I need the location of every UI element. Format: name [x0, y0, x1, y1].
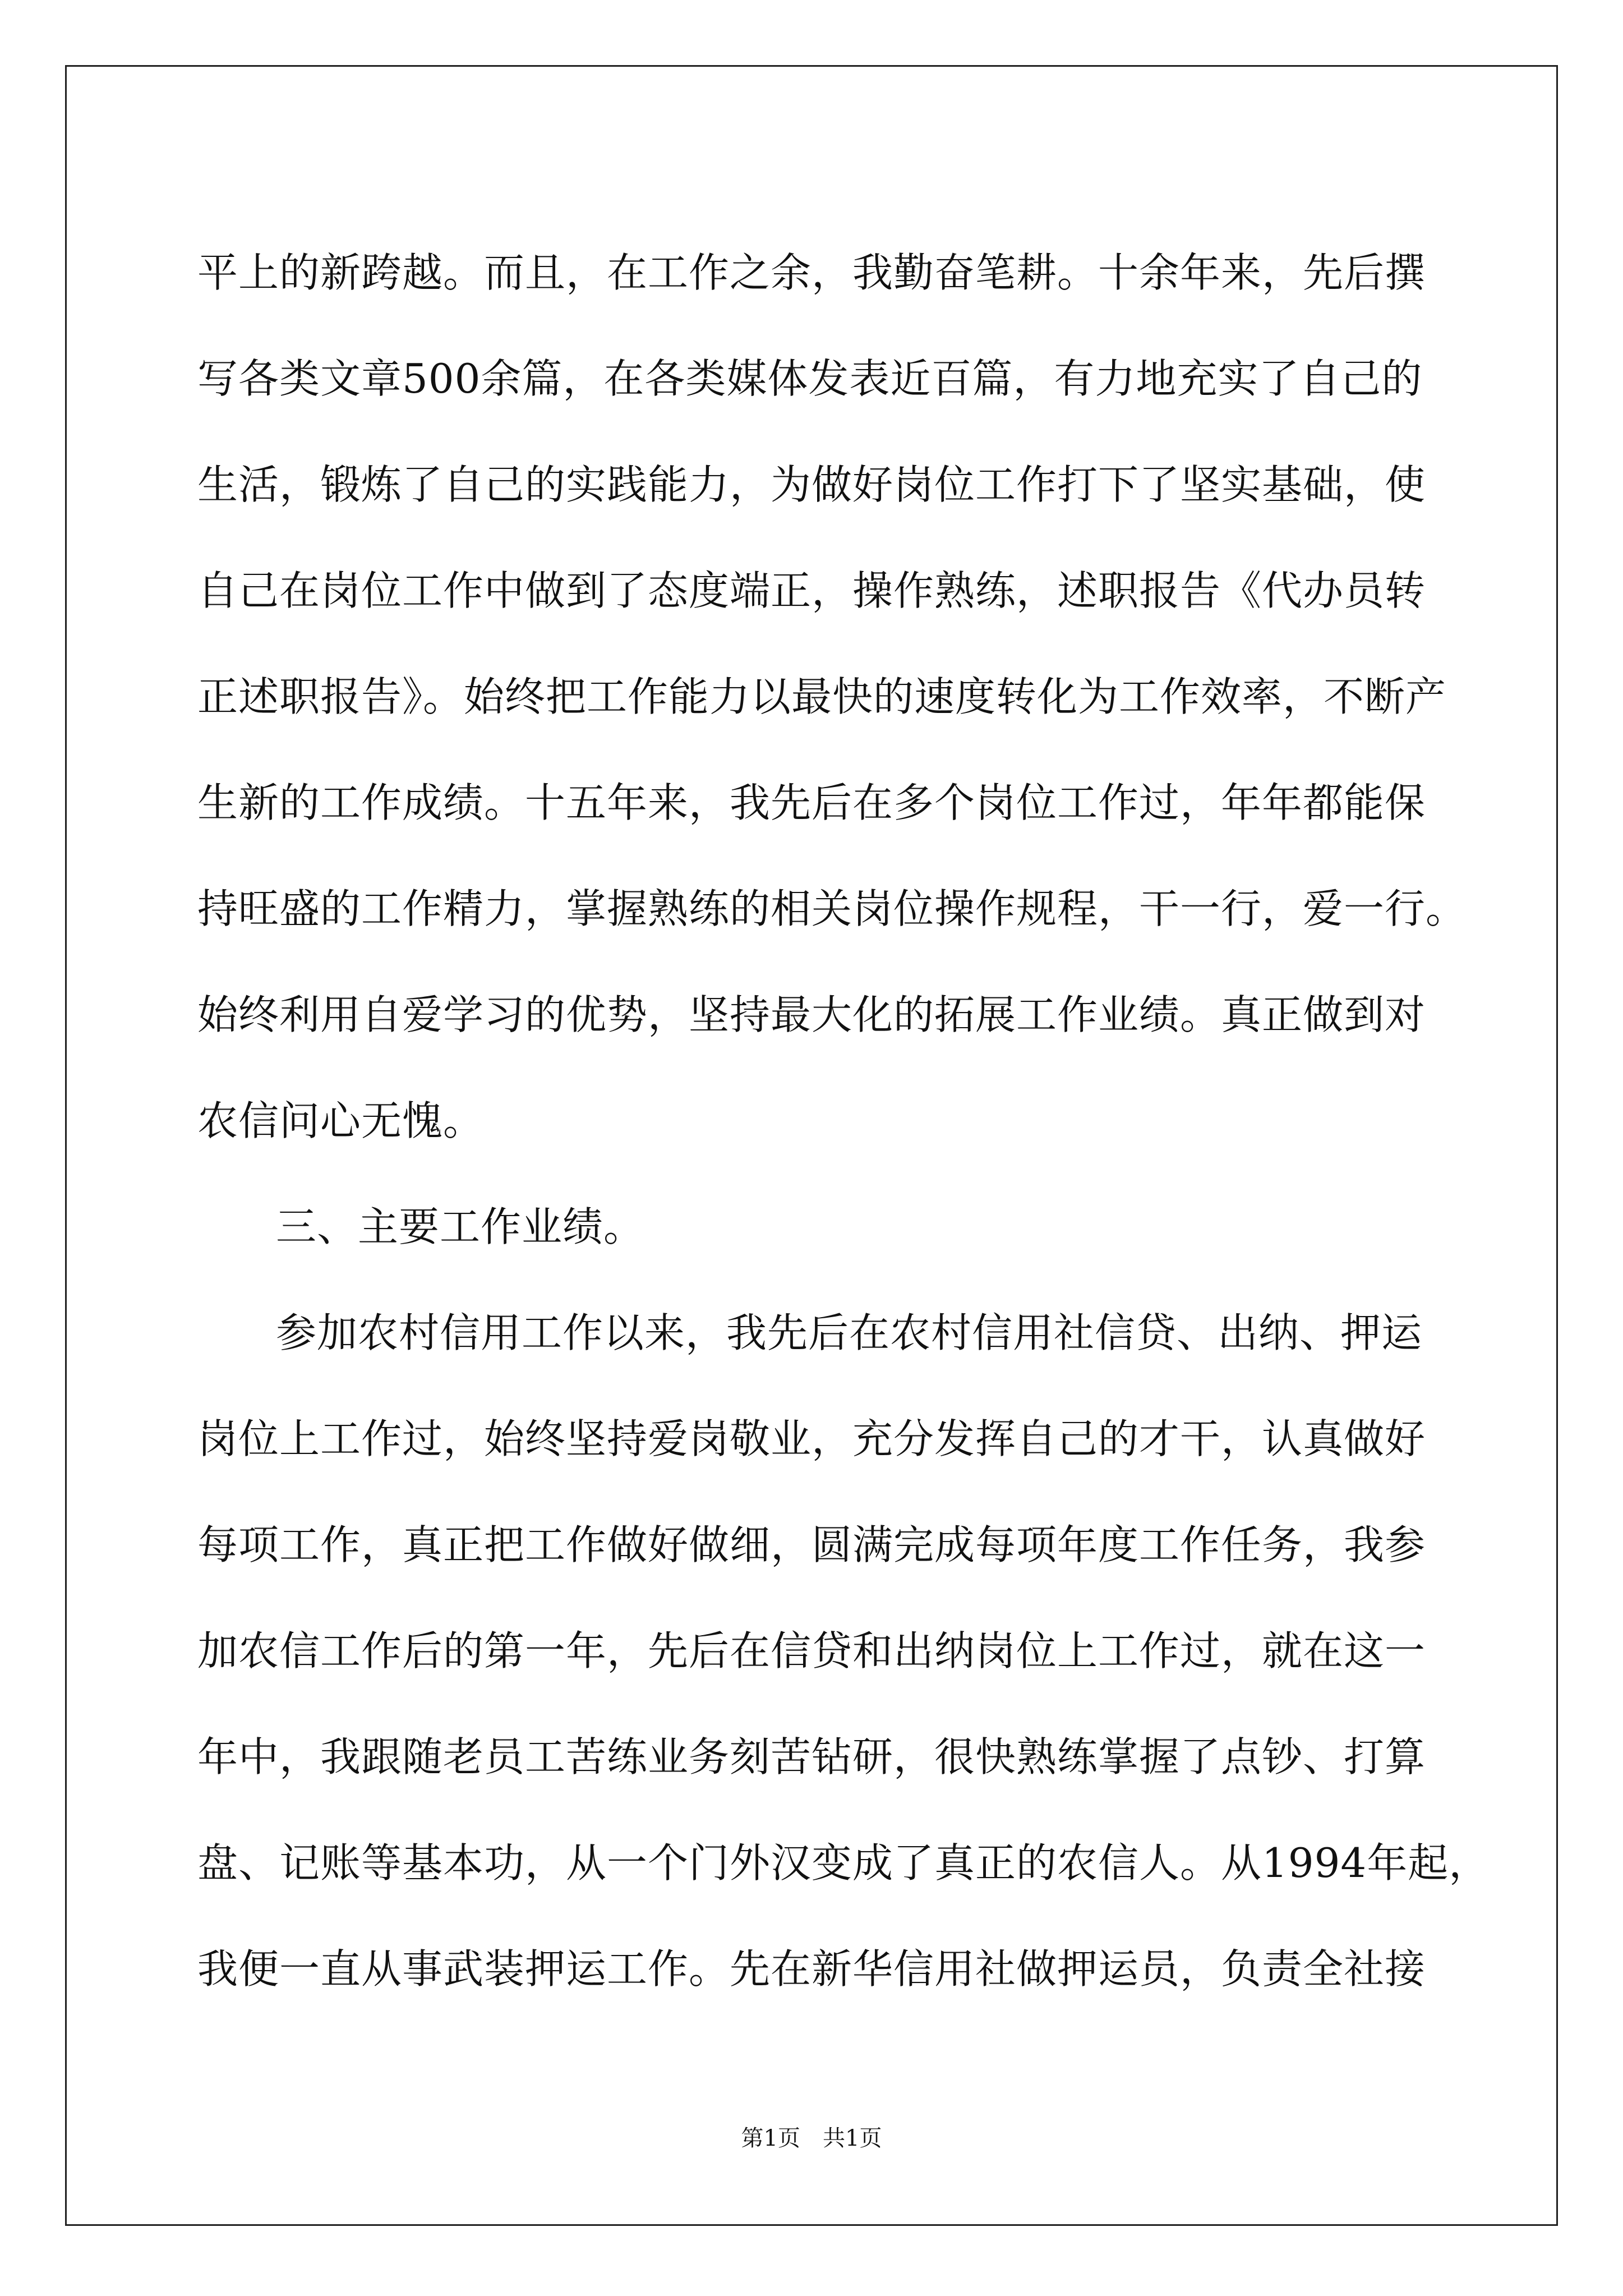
section-heading: 三、主要工作业绩。 [276, 1203, 645, 1250]
text-line: 正述职报告》。始终把工作能力以最快的速度转化为工作效率，不断产 [197, 673, 1447, 720]
text-line: 岗位上工作过，始终坚持爱岗敬业，充分发挥自己的才干，认真做好 [197, 1415, 1426, 1462]
paragraph-first-line: 参加农村信用工作以来，我先后在农村信用社信贷、出纳、押运 [276, 1309, 1423, 1356]
text-line: 生活，锻炼了自己的实践能力，为做好岗位工作打下了坚实基础，使 [197, 461, 1426, 508]
page-footer: 第1页 共1页 [741, 2125, 882, 2151]
text-line: 农信问心无愧。 [197, 1097, 485, 1144]
text-line: 始终利用自爱学习的优势，坚持最大化的拓展工作业绩。真正做到对 [197, 991, 1426, 1038]
text-line: 自己在岗位工作中做到了态度端正，操作熟练，述职报告《代办员转 [197, 567, 1426, 614]
text-line: 盘、记账等基本功，从一个门外汉变成了真正的农信人。从1994年起， [197, 1839, 1490, 1887]
text-line: 年中，我跟随老员工苦练业务刻苦钻研，很快熟练掌握了点钞、打算 [197, 1733, 1426, 1780]
text-line: 我便一直从事武装押运工作。先在新华信用社做押运员，负责全社接 [197, 1945, 1426, 1993]
text-line: 平上的新跨越。而且，在工作之余，我勤奋笔耕。十余年来，先后撰 [197, 249, 1426, 296]
text-line: 生新的工作成绩。十五年来，我先后在多个岗位工作过，年年都能保 [197, 779, 1426, 826]
text-line: 持旺盛的工作精力，掌握熟练的相关岗位操作规程，干一行，爱一行。 [197, 885, 1467, 932]
text-line: 每项工作，真正把工作做好做细，圆满完成每项年度工作任务，我参 [197, 1521, 1426, 1568]
text-line: 写各类文章500余篇，在各类媒体发表近百篇，有力地充实了自己的 [197, 355, 1423, 402]
text-line: 加农信工作后的第一年，先后在信贷和出纳岗位上工作过，就在这一 [197, 1627, 1426, 1674]
document-body [197, 220, 1490, 2022]
